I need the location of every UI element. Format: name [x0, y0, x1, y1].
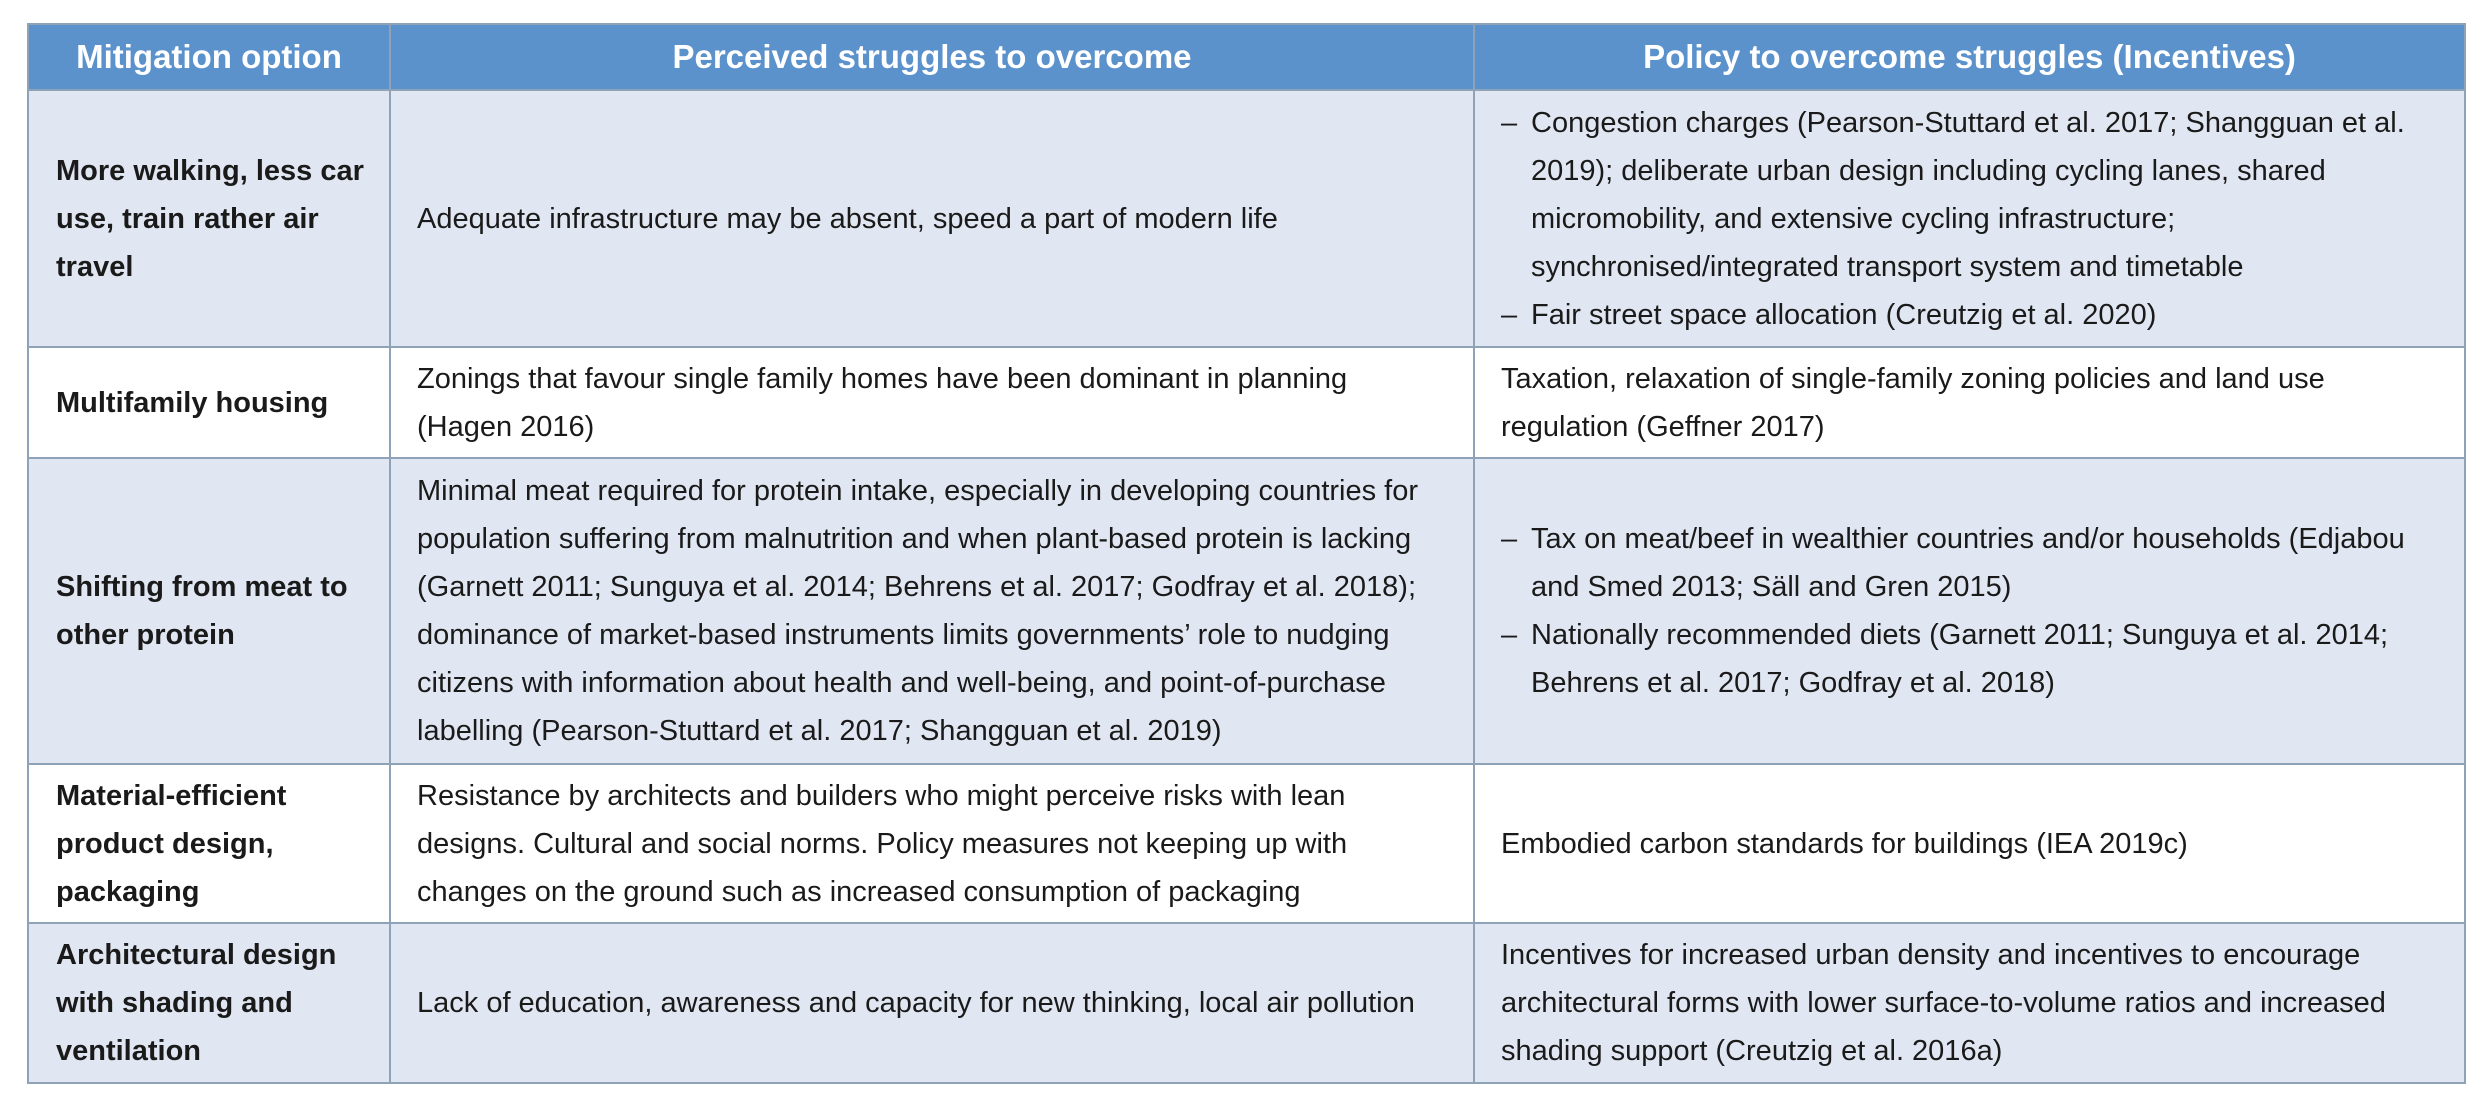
table-row: [28, 90, 2465, 347]
policy-cell: Incentives for increased urban density and incentives to encourage architectural forms with lower surface-to-volume ratios and increased shading support (Creutzig et al. 2016a): [1474, 923, 2465, 1083]
policy-cell: Taxation, relaxation of single-family zoning policies and land use regulation (Geffner 2017): [1474, 347, 2465, 458]
struggles-cell: Zonings that favour single family homes have been dominant in planning (Hagen 2016): [390, 347, 1474, 458]
bullet-dash: –: [1501, 523, 1518, 555]
policy-bullet-item: [1501, 611, 2438, 707]
policy-bullet-item: [1501, 291, 2438, 339]
bullet-dash: –: [1501, 619, 1518, 651]
policy-bullet-text: Congestion charges (Pearson-Stuttard et al. 2017; Shangguan et al. 2019); deliberate urban design including cycling lanes, shared micromobility, and extensive cycling infrastructure; synchronised/integrated transport system and timetable: [1531, 106, 2405, 283]
mitigation-option-cell: Multifamily housing: [28, 347, 390, 458]
policy-bullet-item: [1501, 515, 2438, 611]
struggles-cell: Minimal meat required for protein intake, especially in developing countries for population suffering from malnutrition and when plant-based protein is lacking (Garnett 2011; Sunguya et al. 2014; Behrens et al. 2017; Godfray et al. 2018); dominance of market-based instruments limits governments’ role to nudging citizens with information about health and well-being, and point-of-purchase labelling (Pearson-Stuttard et al. 2017; Shangguan et al. 2019): [390, 458, 1474, 764]
policy-bullet-list: [1501, 515, 2438, 707]
mitigation-option-cell: Shifting from meat to other protein: [28, 458, 390, 764]
header-mitigation-option: Mitigation option: [28, 24, 390, 90]
policy-bullet-list: [1501, 99, 2438, 339]
table-row: [28, 458, 2465, 764]
mitigation-option-cell: More walking, less car use, train rather air travel: [28, 90, 390, 347]
table-row: [28, 347, 2465, 458]
struggles-cell: Resistance by architects and builders who might perceive risks with lean designs. Cultural and social norms. Policy measures not keeping up with changes on the ground such as increased consumption of packaging: [390, 764, 1474, 923]
policy-bullet-text: Tax on meat/beef in wealthier countries and/or households (Edjabou and Smed 2013; Säll and Gren 2015): [1531, 523, 2405, 603]
policy-cell: [1474, 458, 2465, 764]
header-row: [28, 24, 2465, 90]
policy-bullet-text: Fair street space allocation (Creutzig et al. 2020): [1531, 298, 2157, 331]
policy-bullet-item: [1501, 99, 2438, 291]
struggles-cell: Lack of education, awareness and capacity for new thinking, local air pollution: [390, 923, 1474, 1083]
mitigation-option-cell: Material-efficient product design, packaging: [28, 764, 390, 923]
table-row: [28, 764, 2465, 923]
mitigation-policy-table: [27, 23, 2466, 1084]
table-row: [28, 923, 2465, 1083]
bullet-dash: –: [1501, 106, 1518, 139]
header-perceived-struggles: Perceived struggles to overcome: [390, 24, 1474, 90]
struggles-cell: Adequate infrastructure may be absent, speed a part of modern life: [390, 90, 1474, 347]
policy-cell: [1474, 90, 2465, 347]
policy-cell: Embodied carbon standards for buildings (IEA 2019c): [1474, 764, 2465, 923]
policy-bullet-text: Nationally recommended diets (Garnett 2011; Sunguya et al. 2014; Behrens et al. 2017; Godfray et al. 2018): [1531, 619, 2389, 699]
mitigation-option-cell: Architectural design with shading and ventilation: [28, 923, 390, 1083]
bullet-dash: –: [1501, 298, 1518, 331]
header-policy-incentives: Policy to overcome struggles (Incentives): [1474, 24, 2465, 90]
